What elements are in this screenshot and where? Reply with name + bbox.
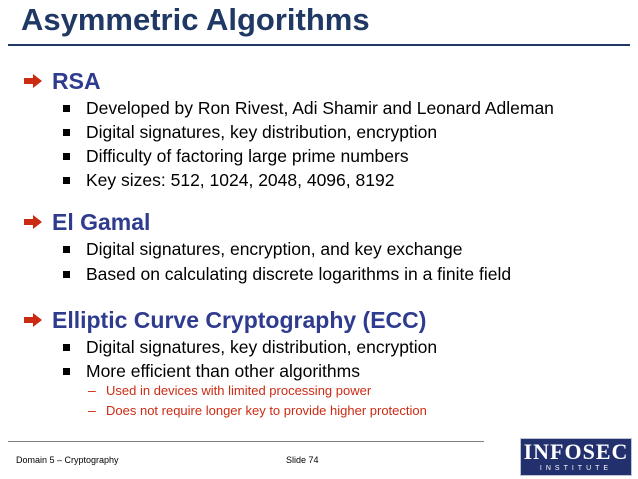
section-heading-label: Elliptic Curve Cryptography (ECC) [52,306,427,333]
square-bullet-icon [63,153,70,160]
square-bullet-icon [63,246,70,253]
section-heading-el-gamal [24,208,150,236]
infosec-logo [520,438,632,476]
slide-title: Asymmetric Algorithms [21,2,370,37]
square-bullet-icon [63,177,70,184]
bullet-text: Digital signatures, encryption, and key exchange [86,238,463,259]
square-bullet-icon [63,105,70,112]
list-item [63,237,462,261]
bullet-text: Developed by Ron Rivest, Adi Shamir and Leonard Adleman [86,97,554,118]
square-bullet-icon [63,368,70,375]
bullet-text: More efficient than other algorithms [86,360,360,381]
section-heading-label: RSA [52,67,101,94]
section-heading-rsa [24,67,101,95]
sub-list-item [88,381,371,399]
arrow-bullet-icon [24,74,42,88]
bullet-text: Key sizes: 512, 1024, 2048, 4096, 8192 [86,169,395,190]
footer-domain: Domain 5 – Cryptography [16,455,119,465]
footer-divider [8,441,484,442]
bullet-text: Digital signatures, key distribution, encryption [86,121,438,142]
section-heading-ecc [24,306,426,334]
square-bullet-icon [63,271,70,278]
list-item [63,168,394,192]
bullet-text: Difficulty of factoring large prime numbers [86,145,409,166]
dash-bullet-icon: – [88,382,96,398]
list-item [63,144,409,168]
logo-name: INFOSEC [523,439,629,464]
dash-bullet-icon: – [88,402,96,418]
sub-bullet-text: Does not require longer key to provide higher protection [106,402,427,418]
list-item [63,335,437,359]
bullet-text: Based on calculating discrete logarithms in a finite field [86,263,512,284]
arrow-bullet-icon [24,313,42,327]
square-bullet-icon [63,129,70,136]
square-bullet-icon [63,344,70,351]
bullet-text: Digital signatures, key distribution, encryption [86,336,438,357]
sub-bullet-text: Used in devices with limited processing power [106,382,372,398]
title-underline [8,44,630,46]
arrow-bullet-icon [24,215,42,229]
list-item [63,359,360,383]
sub-list-item [88,401,427,419]
slide-number: Slide 74 [286,455,319,465]
section-heading-label: El Gamal [52,208,151,235]
logo-tagline: INSTITUTE [539,465,613,472]
list-item [63,262,511,286]
list-item [63,96,554,120]
list-item [63,120,437,144]
